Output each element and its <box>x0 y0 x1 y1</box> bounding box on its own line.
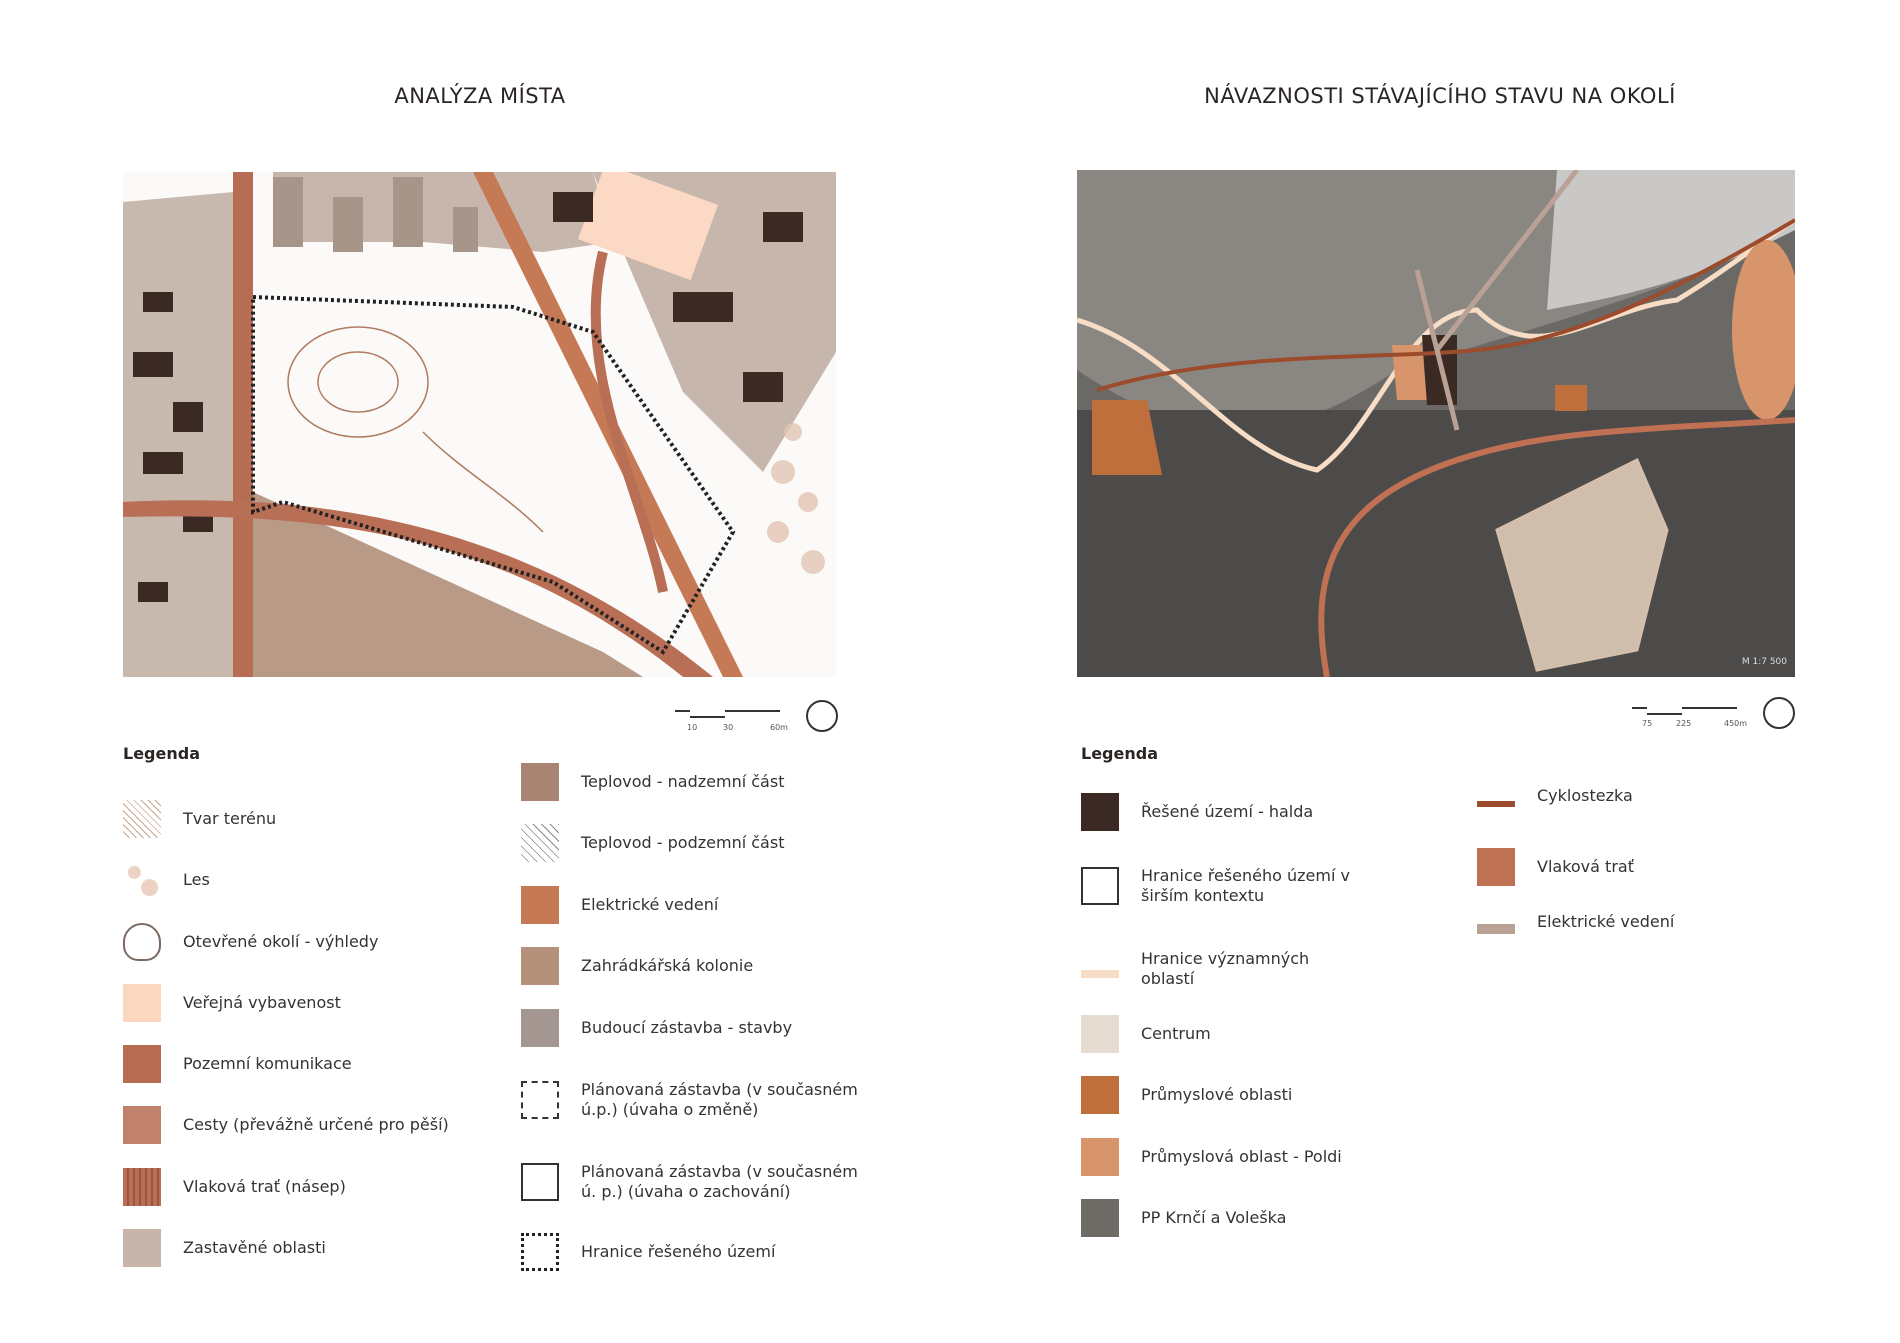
legend-item-power-line: Elektrické vedení <box>521 886 718 924</box>
right-legend-title: Legenda <box>1081 744 1158 763</box>
legend-item-krnci-voleska: PP Krnčí a Voleška <box>1081 1199 1286 1237</box>
legend-item-centre: Centrum <box>1081 1015 1211 1053</box>
legend-item-terrain: Tvar terénu <box>123 800 276 838</box>
legend-item-halda: Řešené území - halda <box>1081 793 1313 831</box>
legend-item-railway-embankment: Vlaková trať (násep) <box>123 1168 346 1206</box>
legend-item-context-boundary: Hranice řešeného území v širším kontextu <box>1081 866 1351 906</box>
dashed-hatch-icon <box>521 824 559 862</box>
map-scale-text: M 1:7 500 <box>1741 657 1787 667</box>
eye-icon <box>123 923 161 961</box>
legend-item-cycle-path: Cyklostezka <box>1477 785 1633 807</box>
north-arrow-icon <box>1763 697 1795 729</box>
legend-item-future-buildings: Budoucí zástavba - stavby <box>521 1009 792 1047</box>
legend-item-paths: Cesty (převážně určené pro pěší) <box>123 1106 449 1144</box>
scale-label-450m: 450m <box>1724 719 1748 728</box>
legend-item-site-boundary: Hranice řešeného území <box>521 1233 775 1271</box>
legend-item-built-up: Zastavěné oblasti <box>123 1229 326 1267</box>
left-panel-title: ANALÝZA MÍSTA <box>394 84 566 108</box>
scale-label-75: 75 <box>1642 719 1653 728</box>
legend-item-views: Otevřené okolí - výhledy <box>123 923 378 961</box>
left-legend-title: Legenda <box>123 744 200 763</box>
legend-item-allotments: Zahrádkářská kolonie <box>521 947 753 985</box>
legend-item-public-amenity: Veřejná vybavenost <box>123 984 341 1022</box>
legend-item-heat-overground: Teplovod - nadzemní část <box>521 763 784 801</box>
legend-item-poldi: Průmyslová oblast - Poldi <box>1081 1138 1342 1176</box>
legend-item-heat-underground: Teplovod - podzemní část <box>521 824 784 862</box>
scale-label-30: 30 <box>723 723 734 732</box>
context-map[interactable] <box>1077 170 1795 677</box>
legend-item-significant-areas: Hranice významných oblastí <box>1081 949 1341 989</box>
legend-item-planned-change: Plánovaná zástavba (v současném ú.p.) (úvaha o změně) <box>521 1080 871 1120</box>
scale-label-10: 10 <box>687 723 698 732</box>
scale-label-60m: 60m <box>770 723 788 732</box>
site-analysis-map[interactable] <box>123 172 836 677</box>
forest-dots-icon <box>123 861 161 899</box>
left-scale-bar <box>675 705 788 732</box>
legend-item-industrial: Průmyslové oblasti <box>1081 1076 1292 1114</box>
legend-item-road: Pozemní komunikace <box>123 1045 352 1083</box>
scale-label-225: 225 <box>1676 719 1692 728</box>
legend-item-railway: Vlaková trať <box>1477 848 1634 886</box>
terrain-hatch-icon <box>123 800 161 838</box>
legend-item-power-line-right: Elektrické vedení <box>1477 910 1674 934</box>
legend-item-forest: Les <box>123 861 210 899</box>
right-scale-bar <box>1632 703 1748 728</box>
north-arrow-icon <box>806 700 838 732</box>
legend-item-planned-keep: Plánovaná zástavba (v současném ú. p.) (úvaha o zachování) <box>521 1162 871 1202</box>
right-panel-title: NÁVAZNOSTI STÁVAJÍCÍHO STAVU NA OKOLÍ <box>1204 84 1676 108</box>
